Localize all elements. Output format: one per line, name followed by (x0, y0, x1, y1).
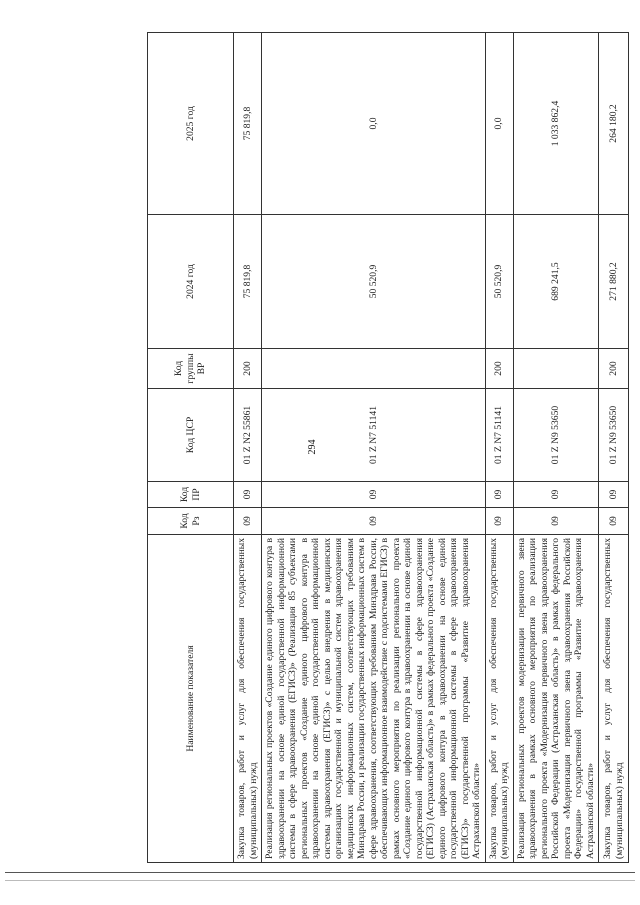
row-csr: 01 Z N9 53650 (513, 389, 599, 482)
row-2025: 0,0 (485, 33, 513, 215)
header-row (148, 33, 234, 863)
scan-edge-line (5, 880, 635, 881)
row-name: Закупка товаров, работ и услуг для обеспечения государственных (муниципальных) нужд (599, 535, 629, 863)
row-vr: 200 (485, 349, 513, 389)
row-vr (513, 349, 599, 389)
row-vr: 200 (599, 349, 629, 389)
header-vr: Код группы ВР (148, 349, 234, 389)
row-name: Реализация региональных проектов «Создание единого цифрового контура в здравоохранении на основе единой государственной информационной системы в сфере здравоохранения (ЕГИСЗ)» (Реализация 85 субъектами региональных проектов «Создание единого цифрового контура в здравоохранении на основе единой государственной информационной системы здравоохранения (ЕГИСЗ)» с целью внедрения в медицинских организациях государственной и муниципальной систем здравоохранения медицинских информационных систем, соответствующих требованиям Минздрава России, и реализации государственных информационных систем в сфере здравоохранения, соответствующих требованиям Минздрава России, обеспечивающих информационное взаимодействие с подсистемами ЕГИСЗ) в рамках основного мероприятия по реализации регионального проекта «Создание единого цифрового контура в здравоохранении на основе единой государственной информационной системы в сфере здравоохранения (ЕГИСЗ) (Астраханская область)» в рамках федерального проекта «Создание единого цифрового контура в здравоохранении на основе единой государственной информационной системы в сфере здравоохранения (ЕГИСЗ)» государственной программы «Развитие здравоохранения Астраханской области» (262, 535, 486, 863)
row-2024: 50 520,9 (485, 215, 513, 349)
row-rz: 09 (262, 508, 486, 535)
header-rz: Код Рз (148, 508, 234, 535)
page-number: 294 (307, 439, 318, 455)
header-pr: Код ПР (148, 482, 234, 508)
row-rz: 09 (599, 508, 629, 535)
row-name: Реализация региональных проектов модернизации первичного звена здравоохранения в рамках основного мероприятия по реализации регионального проекта «Модернизация первичного звена здравоохранения Российской Федерации (Астраханская область)» в рамках федерального проекта «Модернизация первичного звена здравоохранения Российской Федерации» государственной программы «Развитие здравоохранения Астраханской области» (513, 535, 599, 863)
row-2025: 75 819,8 (234, 33, 262, 215)
row-2025: 0,0 (262, 33, 486, 215)
rotated-content (147, 33, 625, 863)
row-pr: 09 (485, 482, 513, 508)
row-rz: 09 (513, 508, 599, 535)
row-rz: 09 (485, 508, 513, 535)
row-csr: 01 Z N2 55861 (234, 389, 262, 482)
row-vr: 200 (234, 349, 262, 389)
budget-table (147, 32, 629, 863)
row-2025: 264 180,2 (599, 33, 629, 215)
row-pr: 09 (262, 482, 486, 508)
row-csr: 01 Z N7 51141 (262, 389, 486, 482)
table-sheet (147, 33, 625, 863)
table-row (513, 33, 599, 863)
header-csr: Код ЦСР (148, 389, 234, 482)
row-pr: 09 (234, 482, 262, 508)
row-2024: 271 880,2 (599, 215, 629, 349)
row-pr: 09 (599, 482, 629, 508)
table-row (234, 33, 262, 863)
row-2024: 689 241,5 (513, 215, 599, 349)
table-row (599, 33, 629, 863)
table-row (262, 33, 486, 863)
row-csr: 01 Z N7 51141 (485, 389, 513, 482)
row-2024: 75 819,8 (234, 215, 262, 349)
scan-edge-line (5, 872, 635, 873)
row-vr (262, 349, 486, 389)
header-2024: 2024 год (148, 215, 234, 349)
row-name: Закупка товаров, работ и услуг для обеспечения государственных (муниципальных) нужд (234, 535, 262, 863)
table-row (485, 33, 513, 863)
row-rz: 09 (234, 508, 262, 535)
row-pr: 09 (513, 482, 599, 508)
row-name: Закупка товаров, работ и услуг для обеспечения государственных (муниципальных) нужд (485, 535, 513, 863)
row-2025: 1 033 862,4 (513, 33, 599, 215)
header-name: Наименование показателя (148, 535, 234, 863)
header-2025: 2025 год (148, 33, 234, 215)
row-2024: 50 520,9 (262, 215, 486, 349)
row-csr: 01 Z N9 53650 (599, 389, 629, 482)
